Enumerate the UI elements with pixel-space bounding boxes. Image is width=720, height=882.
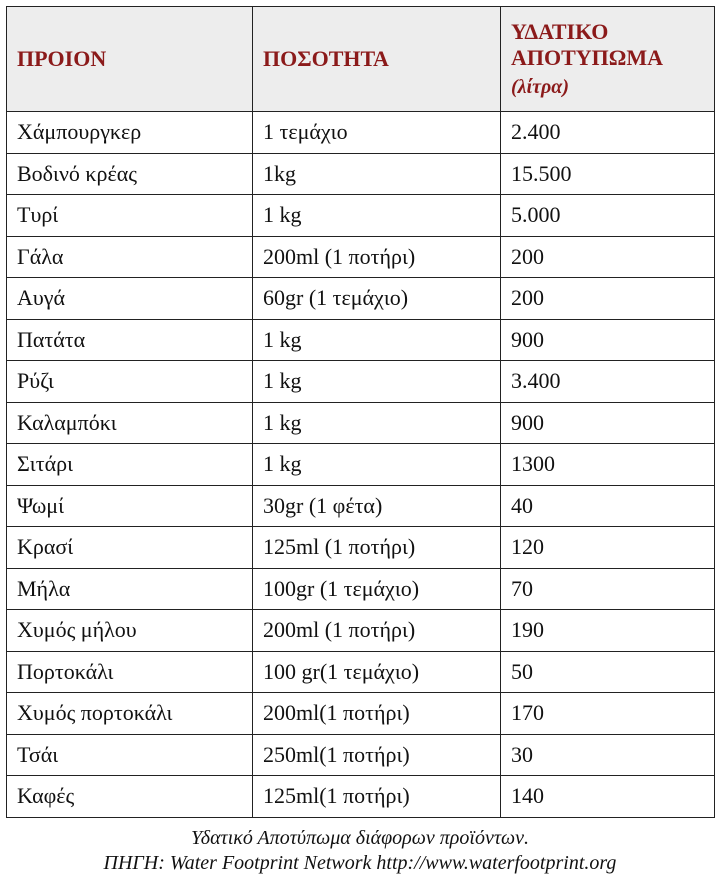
- table-header: [7, 7, 715, 112]
- quantity-cell: 125ml(1 ποτήρι): [253, 776, 501, 818]
- quantity-cell: 1kg: [253, 153, 501, 195]
- table-row: [7, 610, 715, 652]
- footprint-cell: 900: [501, 402, 715, 444]
- caption-source: ΠΗΓΗ: Water Footprint Network http://www.waterfootprint.org: [103, 852, 617, 874]
- footprint-cell: 3.400: [501, 361, 715, 403]
- table-row: [7, 568, 715, 610]
- product-cell: Καλαμπόκι: [7, 402, 253, 444]
- quantity-cell: 200ml(1 ποτήρι): [253, 693, 501, 735]
- product-cell: Ρύζι: [7, 361, 253, 403]
- water-footprint-table-container: [6, 6, 714, 818]
- footprint-cell: 170: [501, 693, 715, 735]
- product-cell: Μήλα: [7, 568, 253, 610]
- footprint-cell: 1300: [501, 444, 715, 486]
- footprint-cell: 15.500: [501, 153, 715, 195]
- footprint-cell: 190: [501, 610, 715, 652]
- product-cell: Βοδινό κρέας: [7, 153, 253, 195]
- product-cell: Πατάτα: [7, 319, 253, 361]
- product-cell: Αυγά: [7, 278, 253, 320]
- footprint-cell: 30: [501, 734, 715, 776]
- footprint-cell: 120: [501, 527, 715, 569]
- header-product: ΠΡΟΙΟΝ: [7, 7, 253, 112]
- product-cell: Καφές: [7, 776, 253, 818]
- table-row: [7, 734, 715, 776]
- table-row: [7, 776, 715, 818]
- table-row: [7, 693, 715, 735]
- header-row: [7, 7, 715, 112]
- quantity-cell: 1 kg: [253, 195, 501, 237]
- footprint-cell: 200: [501, 236, 715, 278]
- product-cell: Γάλα: [7, 236, 253, 278]
- table-row: [7, 112, 715, 154]
- footprint-cell: 40: [501, 485, 715, 527]
- product-cell: Πορτοκάλι: [7, 651, 253, 693]
- product-cell: Χάμπουργκερ: [7, 112, 253, 154]
- water-footprint-table: [6, 6, 715, 818]
- quantity-cell: 250ml(1 ποτήρι): [253, 734, 501, 776]
- header-footprint-unit: (λίτρα): [511, 75, 569, 98]
- footprint-cell: 200: [501, 278, 715, 320]
- quantity-cell: 100 gr(1 τεμάχιο): [253, 651, 501, 693]
- table-row: [7, 485, 715, 527]
- quantity-cell: 1 kg: [253, 402, 501, 444]
- table-row: [7, 361, 715, 403]
- footprint-cell: 50: [501, 651, 715, 693]
- product-cell: Τσάι: [7, 734, 253, 776]
- quantity-cell: 1 kg: [253, 361, 501, 403]
- table-row: [7, 319, 715, 361]
- header-footprint-cell: [501, 7, 715, 112]
- quantity-cell: 125ml (1 ποτήρι): [253, 527, 501, 569]
- table-row: [7, 153, 715, 195]
- quantity-cell: 1 kg: [253, 319, 501, 361]
- footprint-cell: 5.000: [501, 195, 715, 237]
- quantity-cell: 60gr (1 τεμάχιο): [253, 278, 501, 320]
- product-cell: Τυρί: [7, 195, 253, 237]
- product-cell: Ψωμί: [7, 485, 253, 527]
- table-row: [7, 402, 715, 444]
- product-cell: Χυμός μήλου: [7, 610, 253, 652]
- quantity-cell: 200ml (1 ποτήρι): [253, 610, 501, 652]
- header-footprint: ΥΔΑΤΙΚΟ ΑΠΟΤΥΠΩΜΑ: [511, 18, 664, 70]
- product-cell: Κρασί: [7, 527, 253, 569]
- footprint-cell: 140: [501, 776, 715, 818]
- table-row: [7, 278, 715, 320]
- footprint-cell: 900: [501, 319, 715, 361]
- caption-title: Υδατικό Αποτύπωμα διάφορων προϊόντων.: [191, 827, 529, 849]
- footprint-cell: 2.400: [501, 112, 715, 154]
- table-row: [7, 527, 715, 569]
- table-body: [7, 112, 715, 818]
- table-row: [7, 236, 715, 278]
- table-row: [7, 195, 715, 237]
- product-cell: Χυμός πορτοκάλι: [7, 693, 253, 735]
- quantity-cell: 30gr (1 φέτα): [253, 485, 501, 527]
- quantity-cell: 200ml (1 ποτήρι): [253, 236, 501, 278]
- table-row: [7, 444, 715, 486]
- quantity-cell: 100gr (1 τεμάχιο): [253, 568, 501, 610]
- footprint-cell: 70: [501, 568, 715, 610]
- quantity-cell: 1 kg: [253, 444, 501, 486]
- product-cell: Σιτάρι: [7, 444, 253, 486]
- table-row: [7, 651, 715, 693]
- header-quantity: ΠΟΣΟΤΗΤΑ: [253, 7, 501, 112]
- quantity-cell: 1 τεμάχιο: [253, 112, 501, 154]
